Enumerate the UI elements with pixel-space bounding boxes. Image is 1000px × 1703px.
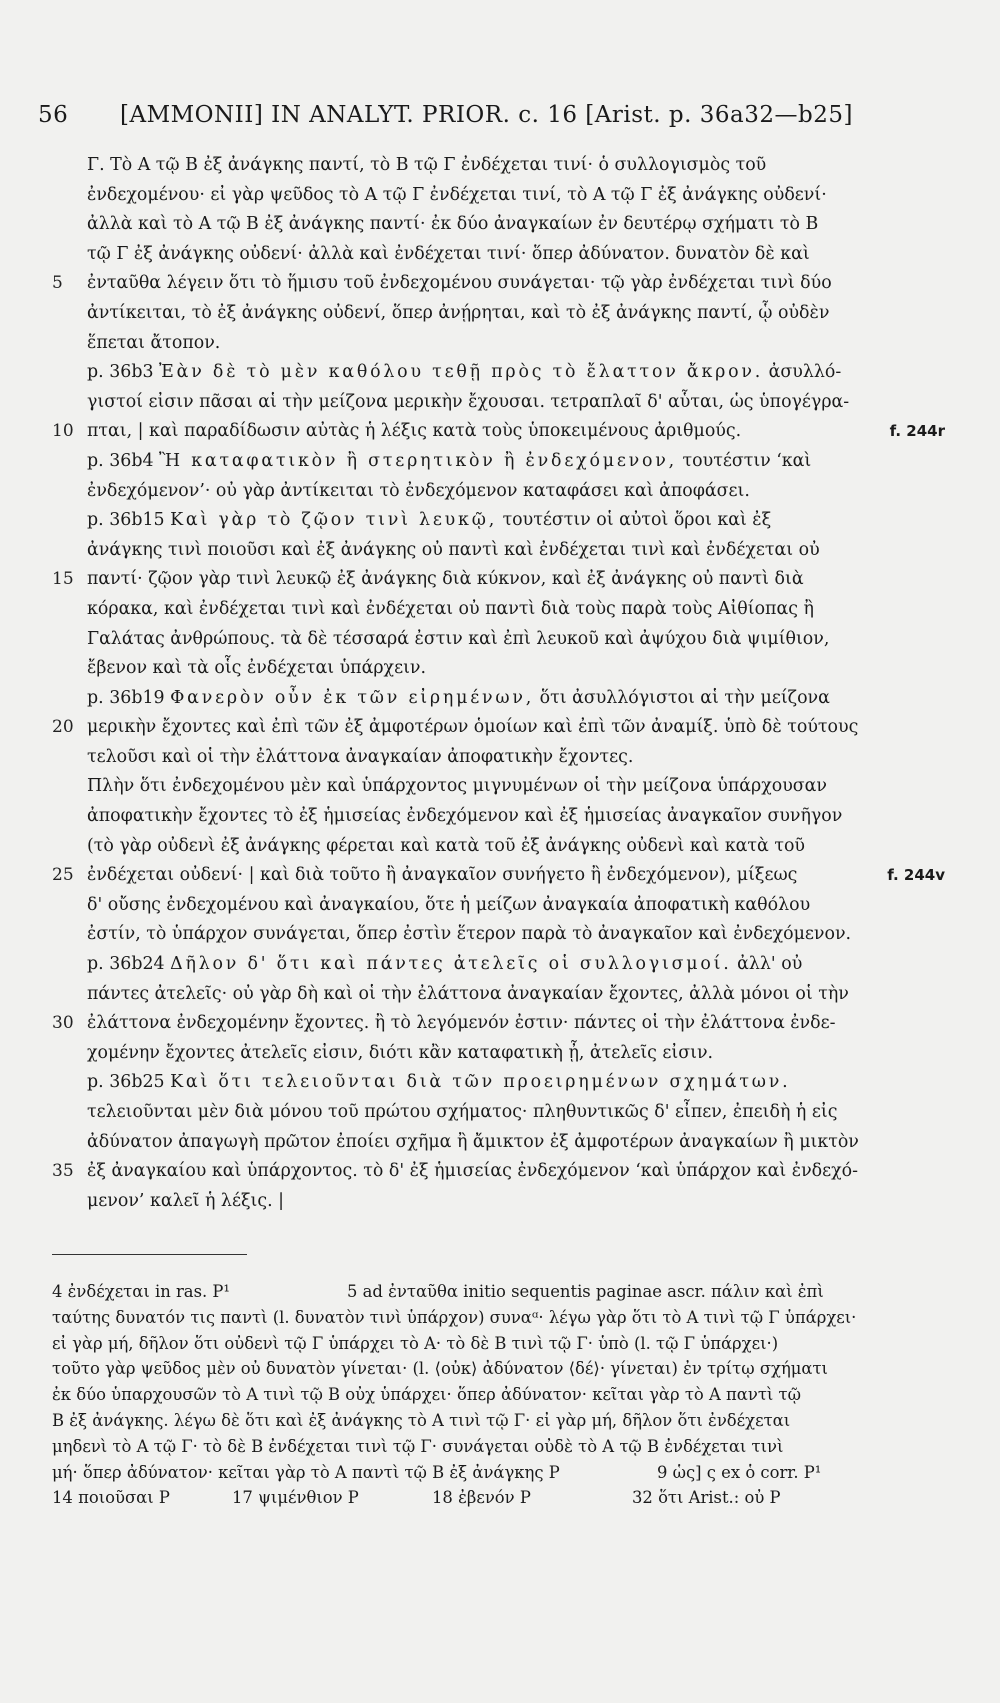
line-number: 15 bbox=[52, 569, 74, 590]
text-line bbox=[52, 1157, 945, 1187]
line-text: ἀλλ' οὐ bbox=[737, 954, 803, 975]
footnote-divider bbox=[52, 1254, 247, 1255]
line-text: τελειοῦνται μὲν διὰ μόνου τοῦ πρώτου σχήματος· πληθυντικῶς δ' εἶπεν, ἐπειδὴ ἡ εἰς bbox=[87, 1102, 838, 1122]
footnote-line: Β ἐξ ἀνάγκης. λέγω δὲ ὅτι καὶ ἐξ ἀνάγκης τὸ Α τινὶ τῷ Γ· εἰ γὰρ μή, δῆλον ὅτι ἐνδέχεται bbox=[52, 1410, 791, 1430]
text-line bbox=[52, 269, 945, 299]
line-text: ἐνδέχεται οὐδενί· | καὶ διὰ τοῦτο ἢ ἀναγκαῖον συνήγετο ἢ ἐνδεχόμενον), μίξεως bbox=[87, 865, 798, 886]
lemma-text: Καὶ ὅτι τελειοῦνται διὰ τῶν προειρημένων σχημάτων. bbox=[170, 1072, 791, 1093]
text-line bbox=[87, 980, 945, 1010]
line-text: ἀδύνατον ἀπαγωγὴ πρῶτον ἐποίει σχῆμα ἢ ἄμικτον ἐξ ἀμφοτέρων ἀναγκαίων ἢ μικτὸν bbox=[87, 1131, 859, 1152]
footnote: 32 ὅτι Arist.: οὐ P bbox=[632, 1488, 781, 1508]
line-text: ἀλλὰ καὶ τὸ Α τῷ Β ἐξ ἀνάγκης παντί· ἐκ δύο ἀναγκαίων ἐν δευτέρῳ σχήματι τὸ Β bbox=[87, 214, 819, 235]
line-text: Πλὴν ὅτι ἐνδεχομένου μὲν καὶ ὑπάρχοντος μιγνυμένων οἱ τὴν μείζονα ὑπάρχουσαν bbox=[87, 776, 827, 797]
text-line bbox=[52, 1009, 945, 1039]
lemma-reference: p. 36b15 bbox=[87, 510, 165, 531]
text-line bbox=[87, 595, 945, 625]
text-line bbox=[87, 625, 945, 655]
footnote: 5 ad ἐνταῦθα initio sequentis paginae ascr. πάλιν καὶ ἐπὶ bbox=[347, 1282, 824, 1301]
text-line bbox=[87, 329, 945, 359]
line-text: ἀνάγκης τινὶ ποιοῦσι καὶ ἐξ ἀνάγκης οὐ παντὶ καὶ ἐνδέχεται τινὶ καὶ ἐνδέχεται οὐ bbox=[87, 539, 820, 560]
text-line bbox=[87, 920, 945, 950]
text-line bbox=[87, 772, 945, 802]
text-line bbox=[87, 1128, 945, 1158]
line-text: πται, | καὶ παραδίδωσιν αὐτὰς ἡ λέξις κατὰ τοὺς ὑποκειμένους ἀριθμούς. bbox=[87, 421, 742, 442]
text-line bbox=[87, 240, 945, 270]
critical-apparatus bbox=[52, 1279, 945, 1511]
line-text: ἐστίν, τὸ ὑπάρχον συνάγεται, ὅπερ ἐστὶν ἕτερον παρὰ τὸ ἀναγκαῖον καὶ ἐνδεχόμενον. bbox=[87, 924, 852, 945]
text-line bbox=[87, 447, 945, 477]
line-number: 25 bbox=[52, 865, 74, 886]
text-line bbox=[52, 417, 945, 447]
folio-marker: f. 244r bbox=[889, 422, 945, 441]
text-line bbox=[52, 861, 945, 891]
line-text: Γαλάτας ἀνθρώπους. τὰ δὲ τέσσαρά ἐστιν καὶ ἐπὶ λευκοῦ καὶ ἀψύχου διὰ ψιμίθιον, bbox=[87, 628, 830, 649]
text-line bbox=[87, 358, 945, 388]
folio-marker: f. 244v bbox=[887, 866, 945, 885]
footnote-line: ἐκ δύο ὑπαρχουσῶν τὸ Α τινὶ τῷ Β οὐχ ὑπάρχει· ὅπερ ἀδύνατον· κεῖται γὰρ τὸ Α παντὶ τῷ bbox=[52, 1385, 801, 1405]
line-text: ἕπεται ἄτοπον. bbox=[87, 332, 221, 353]
line-text: τελοῦσι καὶ οἱ τὴν ἐλάττονα ἀναγκαίαν ἀποφατικὴν ἔχοντες. bbox=[87, 746, 634, 767]
footnote-line bbox=[52, 1460, 945, 1486]
running-title: [AMMONII] IN ANALYT. PRIOR. c. 16 [Arist. p. 36a32—b25] bbox=[120, 102, 853, 128]
lemma-reference: p. 36b19 bbox=[87, 687, 165, 708]
line-text: μερικὴν ἔχοντες καὶ ἐπὶ τῶν ἐξ ἀμφοτέρων ὁμοίων καὶ ἐπὶ τῶν ἀναμίξ. ὑπὸ δὲ τούτους bbox=[87, 717, 859, 738]
text-line bbox=[87, 388, 945, 418]
line-text: δ' οὔσης ἐνδεχομένου καὶ ἀναγκαίου, ὅτε ἡ μείζων ἀναγκαία ἀποφατικὴ καθόλου bbox=[87, 894, 811, 915]
page-number: 56 bbox=[38, 102, 69, 128]
lemma-text: Φανερὸν οὖν ἐκ τῶν εἰρημένων, bbox=[170, 687, 535, 708]
line-number: 20 bbox=[52, 717, 74, 738]
footnote: μή· ὅπερ ἀδύνατον· κεῖται γὰρ τὸ Α παντὶ τῷ Β ἐξ ἀνάγκης P bbox=[52, 1462, 560, 1482]
text-line bbox=[87, 684, 945, 714]
footnote: 18 ἐβενόν P bbox=[432, 1488, 531, 1508]
line-text: ἐνδεχόμενον’· οὐ γὰρ ἀντίκειται τὸ ἐνδεχόμενον καταφάσει καὶ ἀποφάσει. bbox=[87, 480, 750, 501]
text-line bbox=[87, 743, 945, 773]
line-number: 10 bbox=[52, 421, 74, 442]
text-line bbox=[87, 299, 945, 329]
line-number: 5 bbox=[52, 273, 63, 294]
lemma-text: Δῆλον δ' ὅτι καὶ πάντες ἀτελεῖς οἱ συλλογισμοί. bbox=[170, 954, 732, 975]
line-text: κόρακα, καὶ ἐνδέχεται τινὶ καὶ ἐνδέχεται οὐ παντὶ διὰ τοὺς παρὰ τοὺς Αἰθίοπας ἢ bbox=[87, 598, 814, 619]
line-number: 35 bbox=[52, 1161, 74, 1182]
main-text bbox=[52, 151, 945, 1216]
line-number: 30 bbox=[52, 1013, 74, 1034]
text-line bbox=[87, 950, 945, 980]
footnote-line: τοῦτο γὰρ ψεῦδος μὲν οὐ δυνατὸν γίνεται· (l. ⟨οὐκ⟩ ἀδύνατον ⟨δέ⟩· γίνεται) ἐν τρίτῳ σχήματι bbox=[52, 1359, 828, 1379]
text-line bbox=[87, 891, 945, 921]
line-text: ἀντίκειται, τὸ ἐξ ἀνάγκης οὐδενί, ὅπερ ἀνῄρηται, καὶ τὸ ἐξ ἀνάγκης παντί, ᾧ οὐδὲν bbox=[87, 302, 830, 323]
text-line bbox=[87, 477, 945, 507]
lemma-reference: p. 36b24 bbox=[87, 954, 165, 975]
text-line bbox=[87, 210, 945, 240]
text-line bbox=[52, 713, 945, 743]
footnote-line: ταύτης δυνατόν τις παντὶ (l. δυνατὸν τινὶ ὑπάρχον) συναᵅ· λέγω γὰρ ὅτι τὸ Α τινὶ τῷ Γ ὑπάρχει· bbox=[52, 1307, 857, 1327]
line-text: ἀποφατικὴν ἔχοντες τὸ ἐξ ἡμισείας ἐνδεχόμενον καὶ ἐξ ἡμισείας ἀναγκαῖον συνῆγον bbox=[87, 806, 843, 827]
text-line bbox=[87, 1039, 945, 1069]
line-text: ἐξ ἀναγκαίου καὶ ὑπάρχοντος. τὸ δ' ἐξ ἡμισείας ἐνδεχόμενον ‘καὶ ὑπάρχον καὶ ἐνδεχό- bbox=[87, 1161, 859, 1182]
footnote-line bbox=[52, 1279, 945, 1305]
footnote-line: μηδενὶ τὸ Α τῷ Γ· τὸ δὲ Β ἐνδέχεται τινὶ τῷ Γ· συνάγεται οὐδὲ τὸ Α τῷ Β ἐνδέχεται τινὶ bbox=[52, 1436, 784, 1456]
line-text: ὅτι ἀσυλλόγιστοι αἱ τὴν μείζονα bbox=[539, 687, 830, 708]
line-text: χομένην ἔχοντες ἀτελεῖς εἰσιν, διότι κἂν καταφατικὴ ᾖ, ἀτελεῖς εἰσιν. bbox=[87, 1042, 714, 1063]
line-text: τουτέστιν ‘καὶ bbox=[682, 450, 812, 471]
text-line bbox=[87, 802, 945, 832]
lemma-text: Ἢ καταφατικὸν ἢ στερητικὸν ἢ ἐνδεχόμενον, bbox=[159, 450, 677, 471]
line-text: ἐνδεχομένου· εἰ γὰρ ψεῦδος τὸ Α τῷ Γ ἐνδέχεται τινί, τὸ Α τῷ Γ ἐξ ἀνάγκης οὐδενί· bbox=[87, 184, 827, 205]
page-header bbox=[38, 102, 938, 128]
text-line bbox=[87, 151, 945, 181]
footnote: 14 ποιοῦσαι P bbox=[52, 1488, 170, 1508]
lemma-text: Καὶ γὰρ τὸ ζῷον τινὶ λευκῷ, bbox=[170, 510, 498, 531]
text-line bbox=[87, 506, 945, 536]
lemma-text: Ἐὰν δὲ τὸ μὲν καθόλου τεθῇ πρὸς τὸ ἔλαττον ἄκρον. bbox=[159, 362, 764, 383]
line-text: ἀσυλλό- bbox=[768, 362, 842, 383]
footnote: 17 ψιμένθιον P bbox=[232, 1488, 359, 1508]
line-text: Γ. Τὸ Α τῷ Β ἐξ ἀνάγκης παντί, τὸ Β τῷ Γ ἐνδέχεται τινί· ὁ συλλογισμὸς τοῦ bbox=[87, 155, 767, 175]
line-text: γιστοί εἰσιν πᾶσαι αἱ τὴν μείζονα μερικὴν ἔχουσαι. τετραπλαῖ δ' αὗται, ὡς ὑπογέγρα- bbox=[87, 391, 850, 412]
text-line bbox=[87, 654, 945, 684]
footnote: 4 ἐνδέχεται in ras. P¹ bbox=[52, 1282, 231, 1301]
text-line bbox=[87, 832, 945, 862]
line-text: πάντες ἀτελεῖς· οὐ γὰρ δὴ καὶ οἱ τὴν ἐλάττονα ἀναγκαίαν ἔχοντες, ἀλλὰ μόνοι οἱ τὴν bbox=[87, 983, 849, 1004]
footnote: 9 ὡς] ς ex ὁ corr. P¹ bbox=[657, 1462, 822, 1482]
line-text: ἐνταῦθα λέγειν ὅτι τὸ ἥμισυ τοῦ ἐνδεχομένου συνάγεται· τῷ γὰρ ἐνδέχεται τινὶ δύο bbox=[87, 273, 832, 294]
text-line bbox=[87, 181, 945, 211]
lemma-reference: p. 36b25 bbox=[87, 1072, 165, 1093]
line-text: (τὸ γὰρ οὐδενὶ ἐξ ἀνάγκης φέρεται καὶ κατὰ τοῦ ἐξ ἀνάγκης οὐδενὶ καὶ κατὰ τοῦ bbox=[87, 835, 805, 856]
text-line bbox=[52, 565, 945, 595]
line-text: τουτέστιν οἱ αὐτοὶ ὅροι καὶ ἐξ bbox=[502, 510, 772, 531]
text-line bbox=[87, 1068, 945, 1098]
line-text: μενον’ καλεῖ ἡ λέξις. | bbox=[87, 1190, 285, 1211]
lemma-reference: p. 36b4 bbox=[87, 450, 154, 471]
text-line bbox=[87, 1098, 945, 1128]
text-line bbox=[87, 1187, 945, 1217]
line-text: ἔβενον καὶ τὰ οἷς ἐνδέχεται ὑπάρχειν. bbox=[87, 658, 427, 679]
lemma-reference: p. 36b3 bbox=[87, 362, 154, 383]
footnote-line bbox=[52, 1485, 945, 1511]
line-text: τῷ Γ ἐξ ἀνάγκης οὐδενί· ἀλλὰ καὶ ἐνδέχεται τινί· ὅπερ ἀδύνατον. δυνατὸν δὲ καὶ bbox=[87, 243, 810, 264]
line-text: παντί· ζῷον γὰρ τινὶ λευκῷ ἐξ ἀνάγκης διὰ κύκνον, καὶ ἐξ ἀνάγκης οὐ παντὶ διὰ bbox=[87, 569, 804, 590]
text-line bbox=[87, 536, 945, 566]
line-text: ἐλάττονα ἐνδεχομένην ἔχοντες. ἢ τὸ λεγόμενόν ἐστιν· πάντες οἱ τὴν ἐλάττονα ἐνδε- bbox=[87, 1013, 836, 1034]
footnote-line: εἰ γὰρ μή, δῆλον ὅτι οὐδενὶ τῷ Γ ὑπάρχει τὸ Α· τὸ δὲ Β τινὶ τῷ Γ· ὑπὸ (l. τῷ Γ ὑπάρχει·) bbox=[52, 1333, 779, 1353]
